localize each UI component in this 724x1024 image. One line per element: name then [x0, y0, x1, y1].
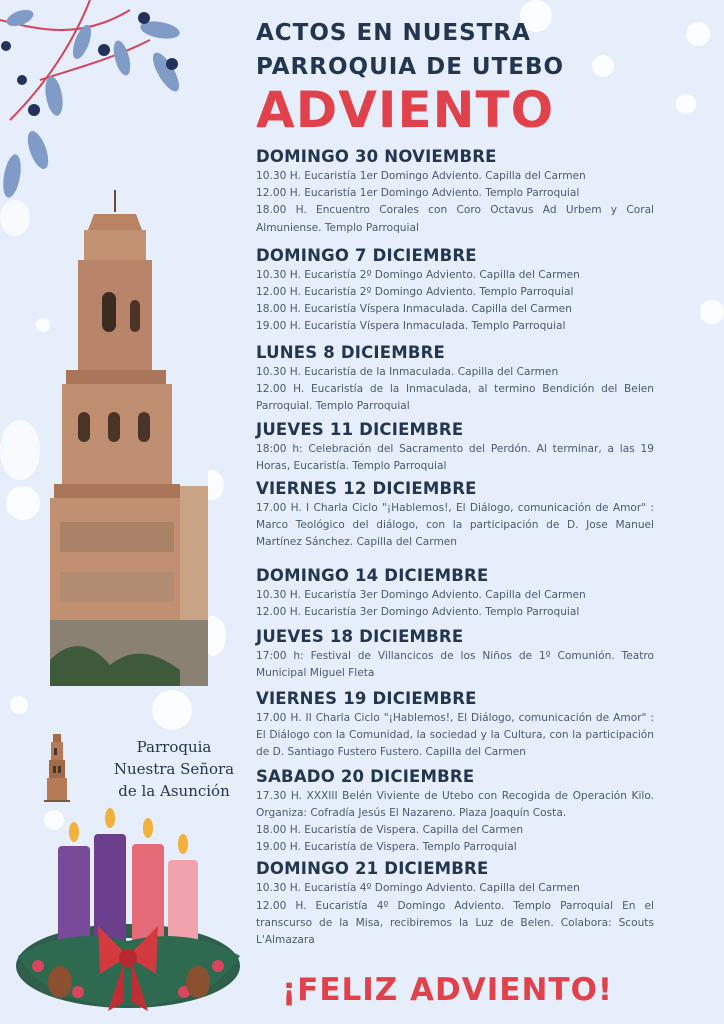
header-line-1: ACTOS EN NUESTRA: [256, 20, 531, 46]
church-tower-photo: [50, 190, 208, 686]
schedule: [256, 146, 654, 949]
day-title: SABADO 20 DICIEMBRE: [256, 766, 475, 786]
branch-decoration: [0, 0, 190, 200]
header-line-2: PARROQUIA DE UTEBO: [256, 54, 565, 80]
day-title: JUEVES 11 DICIEMBRE: [256, 420, 464, 440]
day-title: DOMINGO 14 DICIEMBRE: [256, 566, 489, 586]
snow-dot: [0, 200, 30, 236]
event: 19.00 H. Eucaristía Víspera Inmaculada. Templo Parroquial: [256, 320, 566, 333]
parish-name: [99, 736, 249, 802]
event: 12.00 H. Eucaristía 3er Domingo Adviento. Templo Parroquial: [256, 606, 580, 619]
parish-line-3: de la Asunción: [118, 782, 230, 800]
event: 17.00 H. I Charla Ciclo "¡Hablemos!, El Diálogo, comunicación de Amor" : Marco Teológico del diálogo, con la participación de D. Jose Manuel Martínez Sánchez. Capilla del Carmen: [256, 501, 654, 549]
parish-line-1: Parroquia: [136, 738, 212, 756]
day-block: [256, 565, 654, 621]
day-block: [256, 858, 654, 949]
snow-dot: [36, 318, 50, 332]
event: 17.30 H. XXXIII Belén Viviente de Utebo con Recogida de Operación Kilo. Organiza: Cofradía Jesús El Nazareno. Plaza Joaquín Costa.: [256, 789, 654, 819]
day-block: [256, 626, 654, 682]
event: 12.00 H. Eucaristía 1er Domingo Adviento. Templo Parroquial: [256, 187, 580, 200]
event: 12.00 H. Eucaristía de la Inmaculada, al termino Bendición del Belen Parroquial. Templo Parroquial: [256, 382, 654, 413]
day-block: [256, 419, 654, 475]
advent-wreath: [8, 806, 248, 1016]
snow-dot: [676, 94, 696, 114]
event: 10.30 H. Eucaristía 4º Domingo Adviento. Capilla del Carmen: [256, 882, 580, 895]
event: 12.00 H. Eucaristía 4º Domingo Adviento. Templo Parroquial En el transcurso de la Misa, recibiremos la Luz de Belen. Colabora: Scouts L'Almazara: [256, 899, 654, 947]
event: 18.00 H. Encuentro Corales con Coro Octavus Ad Urbem y Coral Almuniense. Templo Parroquial: [256, 204, 654, 234]
day-title: JUEVES 18 DICIEMBRE: [256, 626, 464, 646]
snow-dot: [152, 690, 192, 730]
event: 17.00 H. II Charla Ciclo "¡Hablemos!, El Diálogo, comunicación de Amor" : El Diálogo con la Comunidad, la sociedad y la Cultura, con la participación de D. Santiago Fustero Fustero. Capilla del Carmen: [256, 712, 654, 759]
event: 10.30 H. Eucaristía de la Inmaculada. Capilla del Carmen: [256, 365, 559, 378]
event: 10.30 H. Eucaristía 1er Domingo Adviento. Capilla del Carmen: [256, 170, 586, 182]
snow-dot: [700, 300, 724, 324]
day-title: DOMINGO 7 DICIEMBRE: [256, 245, 477, 265]
snow-dot: [10, 696, 28, 714]
day-block: [256, 688, 654, 762]
event: 18.00 H. Eucaristía Víspera Inmaculada. Capilla del Carmen: [256, 303, 572, 316]
event: 17:00 h: Festival de Villancicos de los Niños de 1º Comunión. Teatro Municipal Miguel Fleta: [256, 649, 654, 679]
day-block: [256, 146, 654, 237]
day-block: [256, 478, 654, 552]
event: 10.30 H. Eucaristía 3er Domingo Adviento. Capilla del Carmen: [256, 589, 586, 602]
day-title: VIERNES 12 DICIEMBRE: [256, 478, 477, 498]
snow-dot: [0, 420, 40, 480]
event: 12.00 H. Eucaristía 2º Domingo Adviento. Templo Parroquial: [256, 286, 574, 299]
day-block: [256, 342, 654, 416]
event: 18.00 H. Eucaristía de Vispera. Capilla del Carmen: [256, 824, 524, 837]
day-title: DOMINGO 30 NOVIEMBRE: [256, 147, 497, 166]
page-title: ADVIENTO: [256, 81, 555, 139]
event: 18:00 h: Celebración del Sacramento del Perdón. Al terminar, a las 19 Horas, Eucaristía. Templo Parroquial: [256, 443, 654, 473]
snow-dot: [6, 486, 40, 520]
event: 10.30 H. Eucaristía 2º Domingo Adviento. Capilla del Carmen: [256, 268, 580, 281]
day-title: DOMINGO 21 DICIEMBRE: [256, 859, 489, 879]
day-block: [256, 245, 654, 336]
parish-logo: [44, 734, 244, 804]
day-block: [256, 766, 654, 857]
tower-icon: [44, 734, 70, 802]
day-title: LUNES 8 DICIEMBRE: [256, 342, 445, 362]
parish-line-2: Nuestra Señora: [113, 760, 235, 778]
event: 19.00 H. Eucaristía de Vispera. Templo Parroquial: [256, 841, 517, 854]
header: [256, 16, 696, 139]
footer-greeting: ¡FELIZ ADVIENTO!: [282, 972, 614, 1008]
day-title: VIERNES 19 DICIEMBRE: [256, 689, 477, 709]
